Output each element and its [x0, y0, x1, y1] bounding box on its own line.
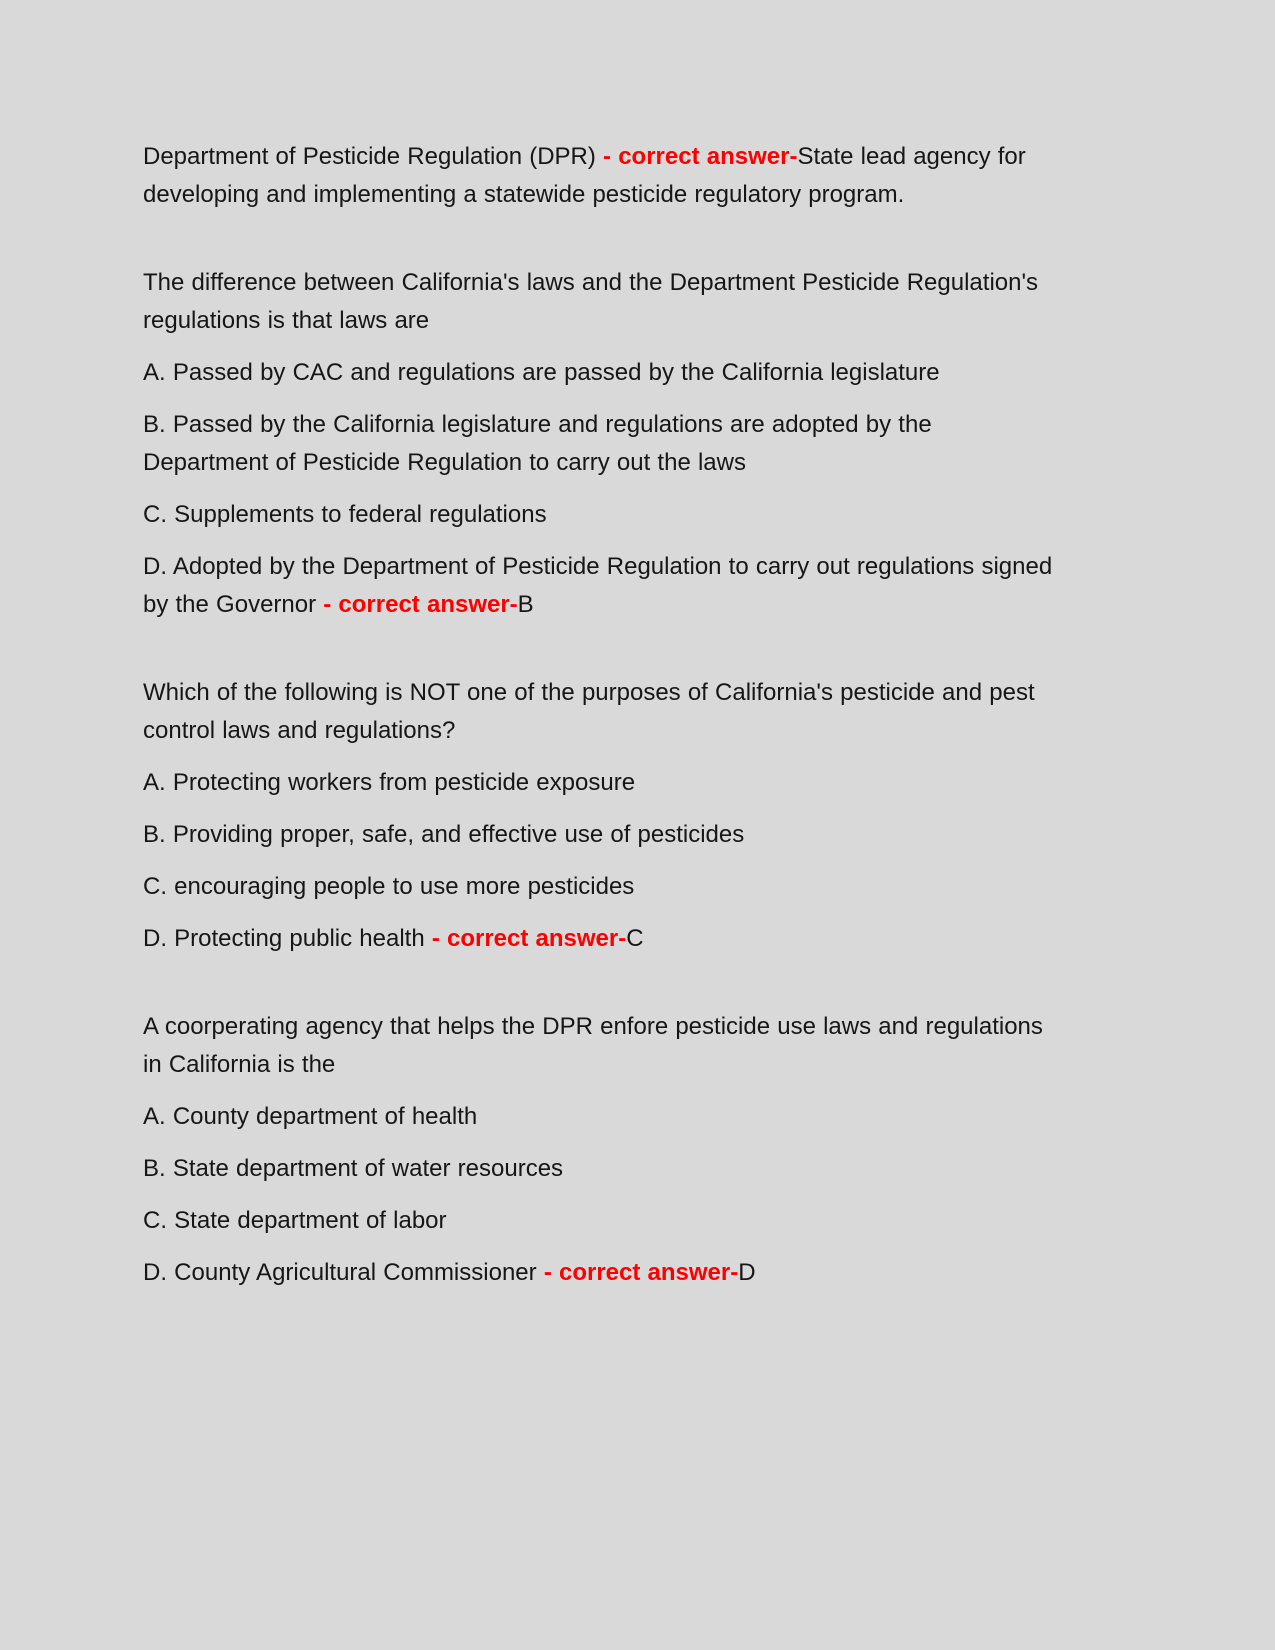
text-segment: D. Protecting public health: [143, 925, 432, 952]
definition-dpr: [143, 138, 1055, 214]
text-segment: State lead agency for developing and implementing a statewide pesticide regulatory program.: [143, 143, 1026, 208]
question-block-2: [143, 674, 1055, 958]
option-c: [143, 496, 1055, 534]
text-segment: A. County department of health: [143, 1103, 478, 1130]
text-segment: C. State department of labor: [143, 1207, 447, 1234]
question-block-1: [143, 264, 1055, 624]
text-segment: A. Protecting workers from pesticide exposure: [143, 769, 636, 796]
option-a: [143, 1098, 1055, 1136]
text-segment: B. State department of water resources: [143, 1155, 564, 1182]
text-segment: C. encouraging people to use more pesticides: [143, 873, 635, 900]
text-segment: Which of the following is NOT one of the purposes of California's pesticide and pest control laws and regulations?: [143, 679, 1035, 744]
text-segment: C. Supplements to federal regulations: [143, 501, 547, 528]
option-a: [143, 354, 1055, 392]
definition-block: [143, 138, 1055, 214]
correct-answer-marker: - correct answer-: [603, 143, 798, 170]
option-a: [143, 764, 1055, 802]
option-b: [143, 816, 1055, 854]
correct-answer-marker: - correct answer-: [431, 925, 627, 952]
text-segment: B. Passed by the California legislature and regulations are adopted by the Department of Pesticide Regulation to carry out the laws: [143, 411, 932, 476]
text-segment: D: [738, 1259, 756, 1286]
text-segment: D. Adopted by the Department of Pesticide Regulation to carry out regulations signed by the Governor: [143, 553, 1053, 618]
question-text: [143, 674, 1055, 750]
option-d: [143, 920, 1055, 958]
option-b: [143, 1150, 1055, 1188]
question-block-3: [143, 1008, 1055, 1292]
document-body: [143, 138, 1055, 1306]
text-segment: The difference between California's laws and the Department Pesticide Regulation's regulations is that laws are: [143, 269, 1039, 334]
option-c: [143, 1202, 1055, 1240]
question-text: [143, 264, 1055, 340]
correct-answer-marker: - correct answer-: [543, 1259, 739, 1286]
option-d: [143, 548, 1055, 624]
text-segment: B: [517, 591, 534, 618]
text-segment: B. Providing proper, safe, and effective use of pesticides: [143, 821, 745, 848]
question-text: [143, 1008, 1055, 1084]
text-segment: A. Passed by CAC and regulations are passed by the California legislature: [143, 359, 940, 386]
option-b: [143, 406, 1055, 482]
text-segment: D. County Agricultural Commissioner: [143, 1259, 544, 1286]
option-c: [143, 868, 1055, 906]
option-d: [143, 1254, 1055, 1292]
correct-answer-marker: - correct answer-: [323, 591, 518, 618]
text-segment: A coorperating agency that helps the DPR enfore pesticide use laws and regulations in California is the: [143, 1013, 1043, 1078]
text-segment: C: [626, 925, 644, 952]
text-segment: Department of Pesticide Regulation (DPR): [143, 143, 604, 170]
